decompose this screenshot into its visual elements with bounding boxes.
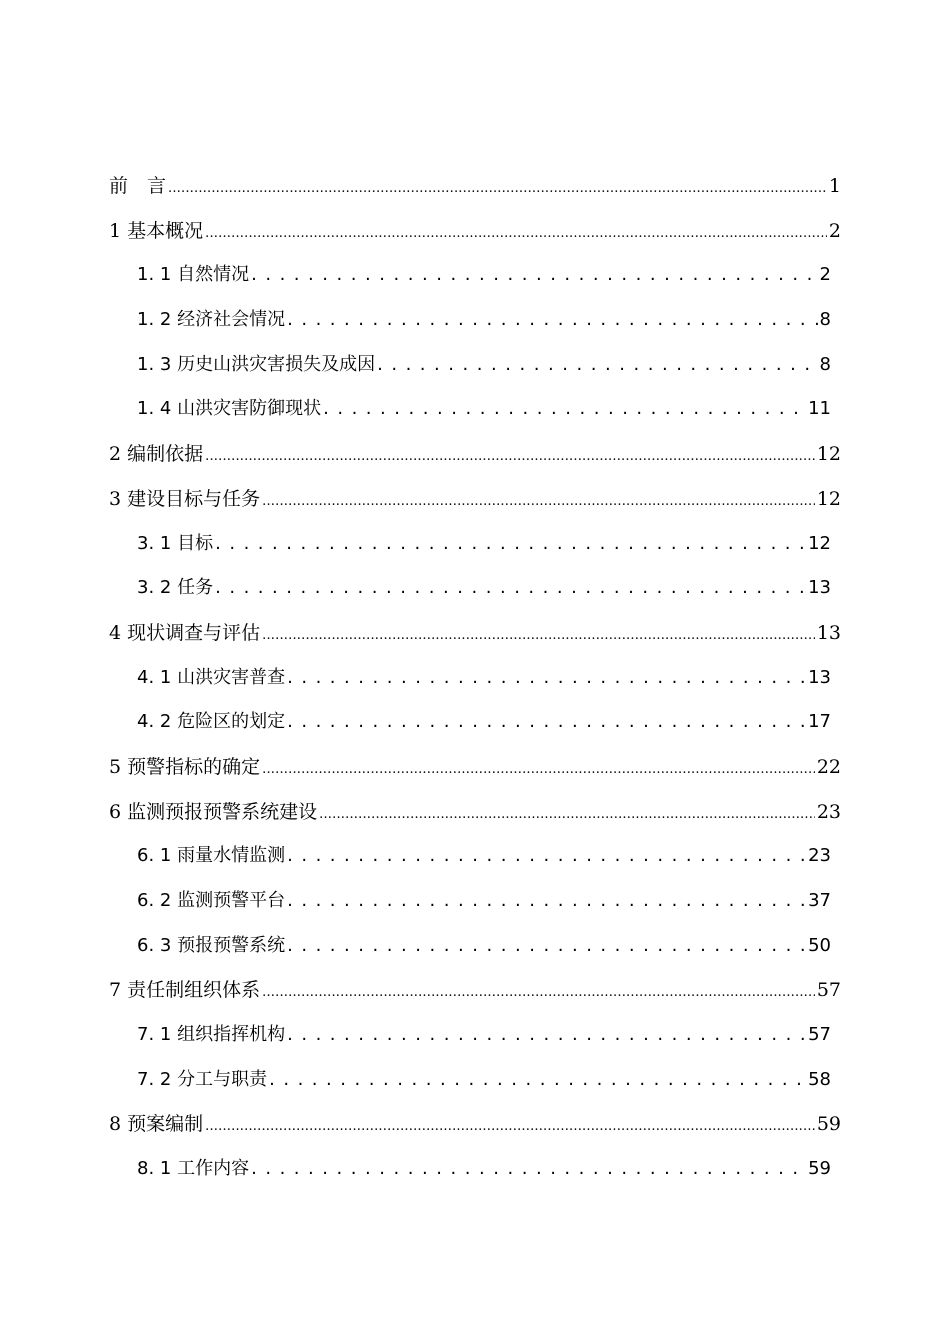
toc-page-number: 8 [819,353,831,375]
toc-entry-chapter-6[interactable] [0,790,950,835]
toc-page-number: 57 [808,1024,831,1046]
toc-entry-chapter-7[interactable] [0,968,950,1013]
dot-leader [251,253,817,298]
toc-page-number: 8 [819,309,831,331]
toc-entry-label: 1. 2 经济社会情况 [137,309,286,331]
toc-page-number: 2 [819,264,831,286]
toc-entry-label: 1. 3 历史山洪灾害损失及成因 [137,353,376,375]
toc-entry-label: 4. 2 危险区的划定 [137,711,286,733]
toc-entry-section-8-1[interactable] [0,1147,950,1192]
dot-leader [262,745,815,793]
dot-leader [287,298,817,343]
dot-leader [215,566,806,611]
toc-page-number: 2 [828,219,841,242]
toc-entry-label: 7 责任制组织体系 [109,979,261,1002]
dot-leader [287,924,806,969]
dot-leader [287,656,806,701]
dot-leader [215,522,806,567]
toc-entry-label: 前 言 [109,175,167,197]
toc-page-number: 13 [808,666,831,688]
dot-leader [287,1013,806,1058]
toc-page-number: 12 [816,487,841,510]
toc-page-number: 22 [816,755,841,778]
toc-entry-label: 1 基本概况 [109,219,204,242]
dot-leader [205,432,815,480]
toc-entry-section-3-1[interactable] [0,522,950,567]
toc-page-number: 59 [808,1158,831,1180]
toc-entry-label: 6. 2 监测预警平台 [137,890,286,911]
toc-page-number: 12 [808,532,831,554]
dot-leader [168,164,827,212]
dot-leader [205,209,827,257]
toc-page-number: 13 [816,621,841,644]
toc-entry-label: 3. 1 目标 [137,532,214,554]
toc-page-number: 58 [808,1068,831,1090]
toc-entry-label: 7. 1 组织指挥机构 [137,1024,286,1046]
toc-entry-section-3-2[interactable] [0,566,950,611]
toc-entry-label: 6 监测预报预警系统建设 [109,800,318,823]
dot-leader [319,790,815,838]
toc-entry-section-6-1[interactable] [0,834,950,879]
toc-page-number: 11 [808,398,831,420]
toc-page-number: 23 [816,800,841,823]
toc-entry-chapter-4[interactable] [0,611,950,656]
toc-entry-label: 3 建设目标与任务 [109,487,261,510]
toc-entry-section-1-4[interactable] [0,387,950,432]
dot-leader [262,611,815,659]
toc-entry-section-7-1[interactable] [0,1013,950,1058]
toc-entry-chapter-8[interactable] [0,1102,950,1147]
dot-leader [205,1102,815,1150]
toc-entry-label: 5 预警指标的确定 [109,755,261,778]
toc-entry-label: 6. 3 预报预警系统 [137,934,286,956]
toc-page-number: 57 [816,979,841,1002]
toc-entry-section-1-2[interactable] [0,298,950,343]
toc-entry-label: 8 预案编制 [109,1113,204,1136]
toc-entry-chapter-2[interactable] [0,432,950,477]
toc-page-number: 12 [816,443,841,466]
toc-entry-chapter-3[interactable] [0,477,950,522]
toc-entry-section-6-3[interactable] [0,924,950,969]
toc-page-number: 50 [808,934,831,956]
toc-entry-section-4-1[interactable] [0,656,950,701]
toc-entry-label: 1. 4 山洪灾害防御现状 [137,398,322,420]
toc-entry-chapter-5[interactable] [0,745,950,790]
toc-page-number: 37 [808,890,831,911]
toc-page-number: 13 [808,577,831,599]
toc-entry-preface[interactable] [0,164,950,209]
toc-entry-label: 1. 1 自然情况 [137,264,250,286]
toc-entry-label: 3. 2 任务 [137,577,214,599]
dot-leader [287,834,806,879]
toc-entry-label: 7. 2 分工与职责 [137,1068,268,1090]
toc-entry-label: 6. 1 雨量水情监测 [137,845,286,867]
dot-leader [262,477,815,525]
dot-leader [323,387,806,432]
toc-entry-chapter-1[interactable] [0,209,950,254]
toc-entry-section-1-3[interactable] [0,343,950,388]
toc-page-number: 17 [808,711,831,733]
toc-entry-section-7-2[interactable] [0,1058,950,1103]
toc-page-number: 1 [828,175,841,197]
toc-entry-label: 4. 1 山洪灾害普查 [137,666,286,688]
dot-leader [287,879,806,924]
toc-entry-section-4-2[interactable] [0,700,950,745]
toc-entry-section-6-2[interactable] [0,879,950,924]
toc-entry-label: 2 编制依据 [109,443,204,466]
toc-page-number: 23 [808,845,831,867]
dot-leader [377,343,817,388]
dot-leader [287,700,806,745]
dot-leader [269,1058,806,1103]
dot-leader [262,968,815,1016]
table-of-contents [0,164,950,1192]
toc-entry-label: 8. 1 工作内容 [137,1158,250,1180]
toc-page-number: 59 [816,1113,841,1136]
dot-leader [251,1147,806,1192]
toc-entry-section-1-1[interactable] [0,253,950,298]
toc-entry-label: 4 现状调查与评估 [109,621,261,644]
